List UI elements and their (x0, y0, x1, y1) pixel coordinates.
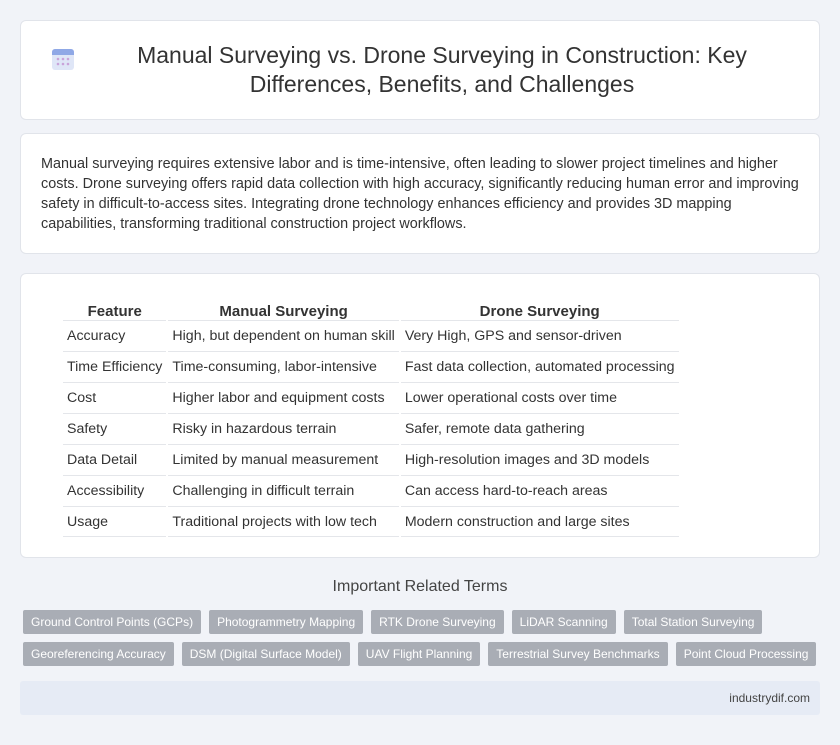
cell-drone: Fast data collection, automated processing (401, 351, 679, 382)
table-row (63, 320, 679, 351)
cell-manual: Limited by manual measurement (168, 444, 398, 475)
cell-feature: Usage (63, 506, 166, 537)
tag-georeferencing[interactable]: Georeferencing Accuracy (23, 642, 174, 666)
header-drone: Drone Surveying (479, 303, 600, 320)
cell-feature: Accuracy (63, 320, 166, 351)
footer (20, 681, 820, 715)
cell-manual: Challenging in difficult terrain (168, 475, 398, 506)
tag-point-cloud[interactable]: Point Cloud Processing (676, 642, 817, 666)
title-card (20, 20, 820, 120)
tag-row (23, 642, 823, 666)
table-row (63, 506, 679, 537)
comparison-table (61, 294, 681, 537)
tag-total-station[interactable]: Total Station Surveying (624, 610, 763, 634)
tag-dsm[interactable]: DSM (Digital Surface Model) (182, 642, 350, 666)
tag-gcps[interactable]: Ground Control Points (GCPs) (23, 610, 201, 634)
cell-feature: Cost (63, 382, 166, 413)
comparison-card (20, 273, 820, 558)
cell-drone: Safer, remote data gathering (401, 413, 679, 444)
cell-manual: Time-consuming, labor-intensive (168, 351, 398, 382)
cell-drone: Modern construction and large sites (401, 506, 679, 537)
header-manual: Manual Surveying (219, 303, 348, 320)
table-header-row (63, 294, 679, 320)
table-row (63, 351, 679, 382)
related-terms-tags (23, 610, 823, 674)
page-title: Manual Surveying vs. Drone Surveying in Construction: Key Differences, Benefits, and Challenges (137, 42, 747, 97)
tag-uav-flight[interactable]: UAV Flight Planning (358, 642, 481, 666)
cell-drone: Can access hard-to-reach areas (401, 475, 679, 506)
cell-manual: Higher labor and equipment costs (168, 382, 398, 413)
calendar-icon (50, 46, 76, 72)
cell-feature: Data Detail (63, 444, 166, 475)
tag-rtk-drone[interactable]: RTK Drone Surveying (371, 610, 504, 634)
cell-drone: Lower operational costs over time (401, 382, 679, 413)
intro-card (20, 133, 820, 254)
table-row (63, 444, 679, 475)
table-row (63, 475, 679, 506)
tag-photogrammetry[interactable]: Photogrammetry Mapping (209, 610, 363, 634)
table-row (63, 382, 679, 413)
intro-paragraph: Manual surveying requires extensive labor and is time-intensive, often leading to slower project timelines and higher costs. Drone surveying offers rapid data collection with high accuracy, significantly reducing human error and improving safety in difficult-to-access sites. Integrating drone technology enhances efficiency and provides 3D mapping capabilities, transforming traditional construction project workflows. (41, 156, 799, 232)
cell-manual: Traditional projects with low tech (168, 506, 398, 537)
cell-manual: Risky in hazardous terrain (168, 413, 398, 444)
footer-site[interactable]: industrydif.com (729, 691, 810, 705)
tag-terrestrial-benchmarks[interactable]: Terrestrial Survey Benchmarks (488, 642, 667, 666)
tag-lidar[interactable]: LiDAR Scanning (512, 610, 616, 634)
cell-drone: Very High, GPS and sensor-driven (401, 320, 679, 351)
cell-feature: Safety (63, 413, 166, 444)
cell-drone: High-resolution images and 3D models (401, 444, 679, 475)
title-wrap (50, 41, 790, 99)
cell-feature: Accessibility (63, 475, 166, 506)
cell-manual: High, but dependent on human skill (168, 320, 398, 351)
table-row (63, 413, 679, 444)
cell-feature: Time Efficiency (63, 351, 166, 382)
header-feature: Feature (87, 303, 142, 320)
tag-row (23, 610, 823, 634)
related-terms-heading: Important Related Terms (332, 578, 508, 595)
